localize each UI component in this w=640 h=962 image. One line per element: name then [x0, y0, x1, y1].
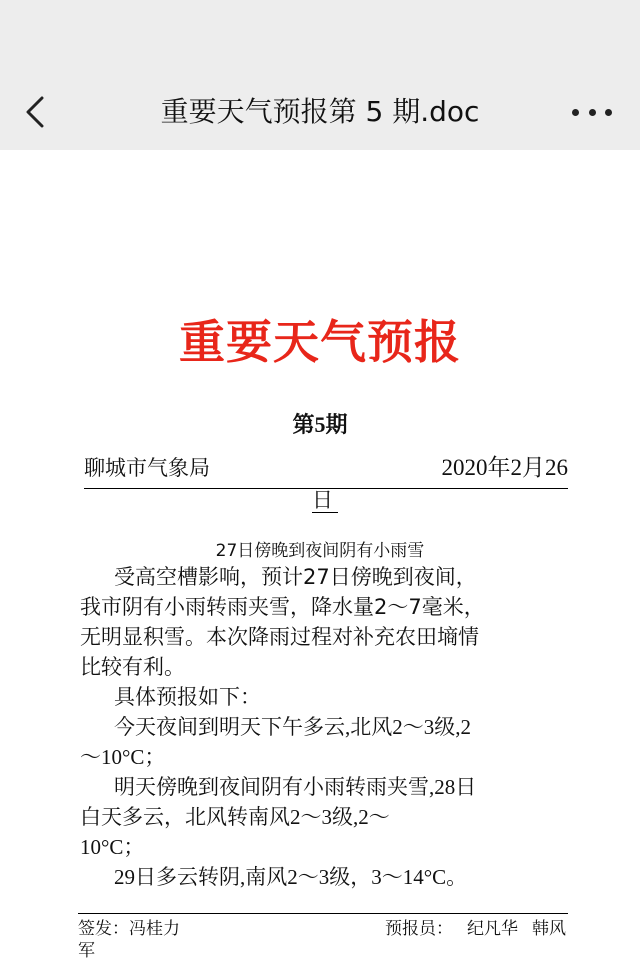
- forecast-body: [80, 562, 570, 892]
- forecaster-name: 纪凡华: [467, 919, 518, 939]
- issue-date: 2020年2月26: [441, 455, 568, 480]
- paragraph-line: 无明显积雪。本次降雨过程对补充农田墒情: [80, 625, 479, 649]
- top-bar: [0, 0, 640, 150]
- forecast-subtitle: 27日傍晚到夜间阴有小雨雪: [215, 541, 425, 561]
- paragraph-line: 今天夜间到明天下午多云,北风2～3级,2: [114, 715, 471, 739]
- issuer-org: 聊城市气象局: [84, 456, 210, 480]
- signer-line: 军: [78, 941, 95, 961]
- signer: [78, 918, 218, 962]
- paragraph-line: 我市阴有小雨转雨夹雪，降水量2～7毫米，: [80, 595, 485, 619]
- issue-number: 第5期: [292, 412, 348, 437]
- paragraph-line: 白天多云，北风转南风2～3级,2～: [80, 805, 390, 829]
- issue-date-tail: 日: [312, 484, 338, 513]
- paragraph-line: 明天傍晚到夜间阴有小雨转雨夹雪,28日: [114, 775, 477, 799]
- back-icon[interactable]: [18, 92, 54, 132]
- more-options-icon[interactable]: [572, 92, 612, 132]
- paragraph-line: 受高空槽影响，预计27日傍晚到夜间，: [114, 565, 477, 589]
- paragraph-line: 具体预报如下：: [114, 685, 261, 709]
- footer-divider: [78, 913, 568, 914]
- document-title: 重要天气预报第 5 期.doc: [160, 95, 480, 128]
- signer-line: 签发：冯桂力: [78, 919, 180, 939]
- forecasters: [385, 918, 566, 940]
- paragraph-line: 10°C；: [80, 835, 145, 859]
- paragraph-line: 29日多云转阴,南风2～3级，3～14°C。: [114, 865, 468, 889]
- forecaster-label: 预报员：: [385, 919, 453, 939]
- forecast-heading: 重要天气预报: [179, 315, 461, 369]
- forecaster-name: 韩风: [532, 919, 566, 939]
- paragraph-line: 比较有利。: [80, 655, 185, 679]
- paragraph-line: ～10°C；: [80, 745, 166, 769]
